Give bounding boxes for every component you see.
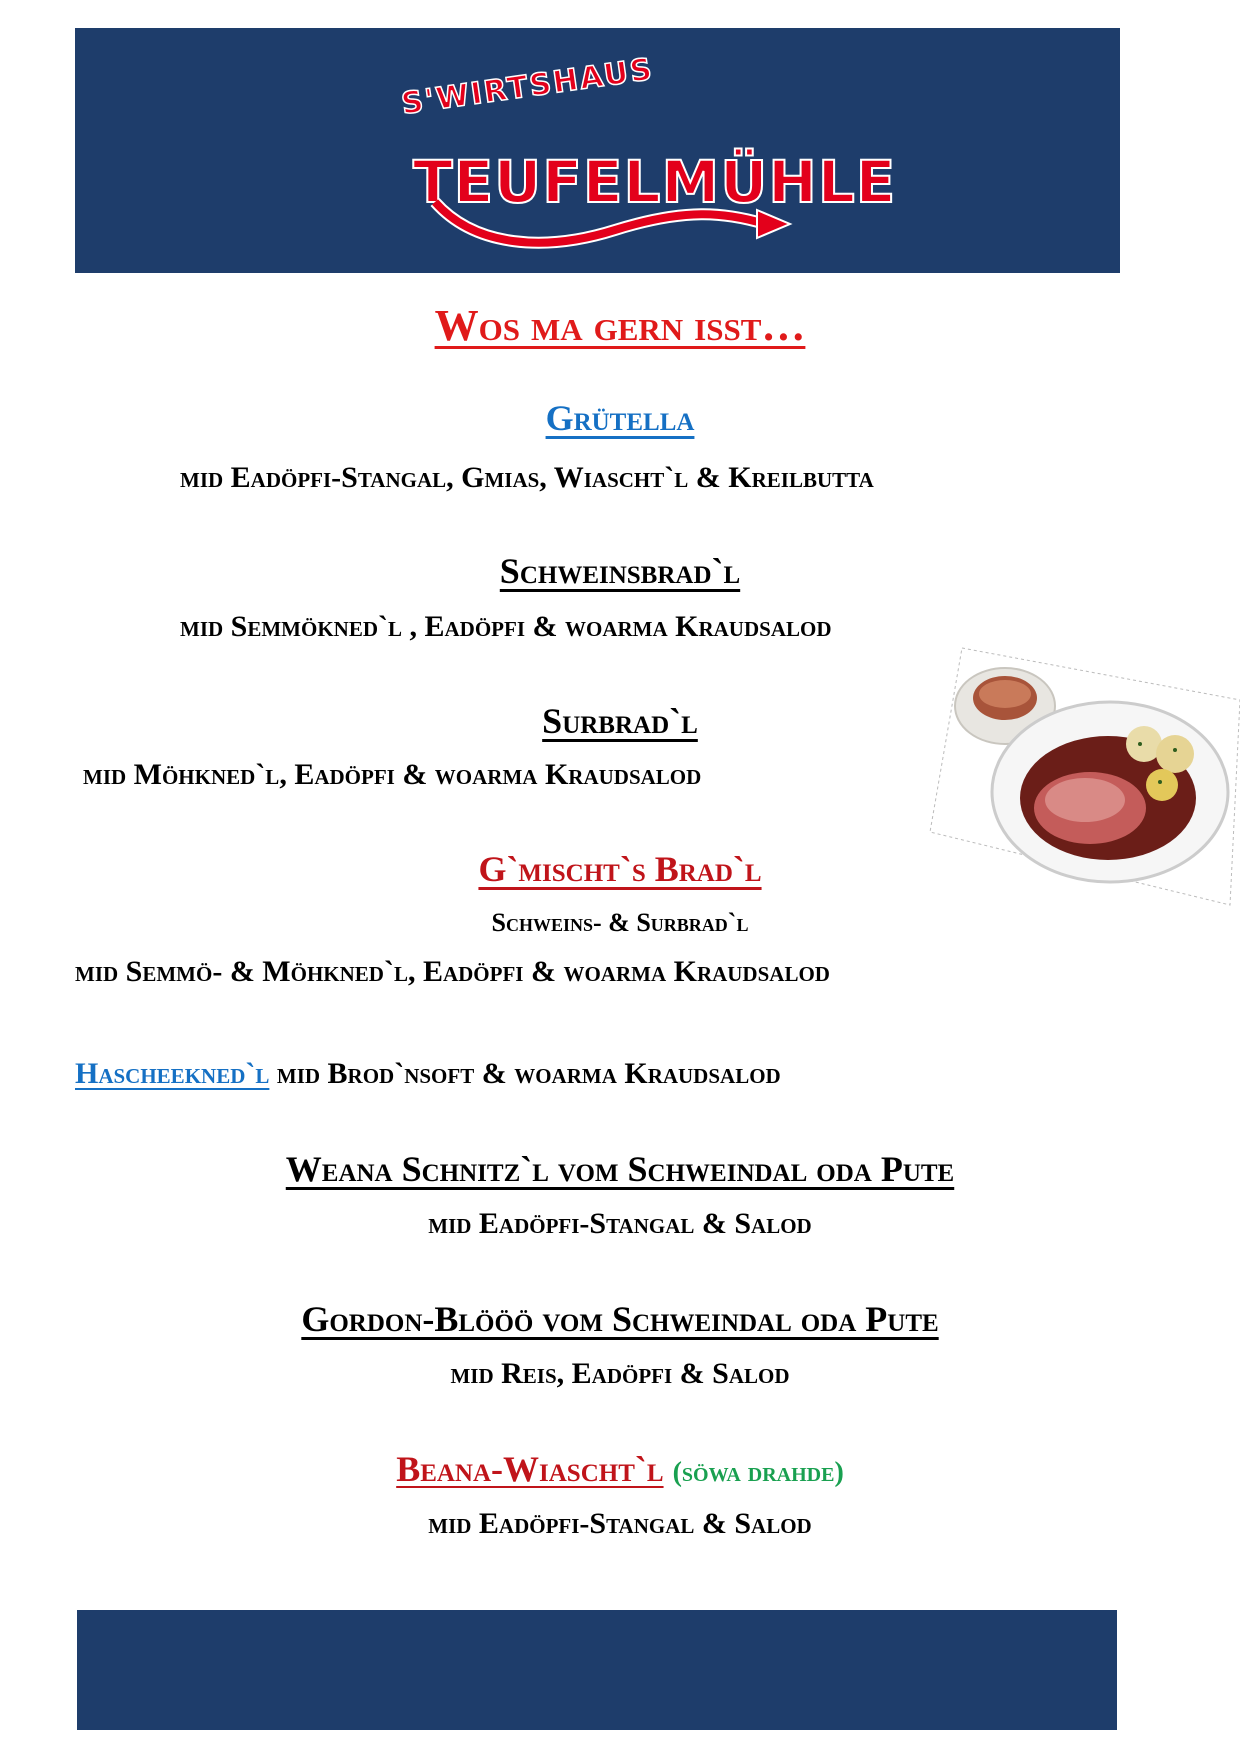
item-desc-hascheekned: mid Brod`nsoft & woarma Kraudsalod [276, 1057, 781, 1090]
item-desc-gmischts-bradl: mid Semmö- & Möhkned`l, Eadöpfi & woarma Kraudsalod [75, 955, 830, 988]
footer-banner [77, 1610, 1117, 1730]
item-title-gmischts-bradl: G`mischt`s Brad`l [478, 849, 762, 889]
item-desc-gordon-bloeoeoe: mid Reis, Eadöpfi & Salod [450, 1357, 790, 1390]
svg-text:S'WIRTSHAUS: S'WIRTSHAUS [399, 51, 656, 122]
svg-text:TEUFELMÜHLE: TEUFELMÜHLE [413, 148, 897, 216]
item-title-gruetella: Grütella [545, 398, 695, 438]
item-line-hascheekned [75, 1057, 1075, 1091]
item-note-beana-wiaschtl: (söwa drahde) [672, 1457, 844, 1488]
item-title-weana-schnitzl: Weana Schnitz`l vom Schweindal oda Pute [285, 1149, 955, 1189]
item-title-beana-wiaschtl: Beana-Wiascht`l [396, 1449, 664, 1489]
item-title-surbradl: Surbrad`l [542, 701, 698, 741]
item-title-hascheekned: Hascheekned`l [75, 1057, 270, 1090]
item-line-beana-wiaschtl [0, 1448, 1240, 1490]
item-title-gordon-bloeoeoe: Gordon-Blööö vom Schweindal oda Pute [301, 1299, 939, 1339]
item-desc-surbradl: mid Möhkned`l, Eadöpfi & woarma Kraudsalod [83, 758, 702, 791]
food-photo-roast-plate [930, 640, 1240, 905]
item-desc-beana-wiaschtl: mid Eadöpfi-Stangal & Salod [428, 1507, 812, 1540]
item-title-schweinsbradl: Schweinsbrad`l [499, 551, 741, 591]
item-sub-gmischts-bradl: Schweins- & Surbrad`l [491, 908, 749, 937]
menu-heading: Wos ma gern isst… [434, 301, 806, 350]
item-desc-schweinsbradl: mid Semmökned`l , Eadöpfi & woarma Kraudsalod [180, 610, 832, 643]
item-desc-weana-schnitzl: mid Eadöpfi-Stangal & Salod [428, 1207, 812, 1240]
teufelmuehle-logo [395, 51, 897, 252]
item-desc-gruetella: mid Eadöpfi-Stangal, Gmias, Wiascht`l & Kreilbutta [180, 461, 874, 494]
